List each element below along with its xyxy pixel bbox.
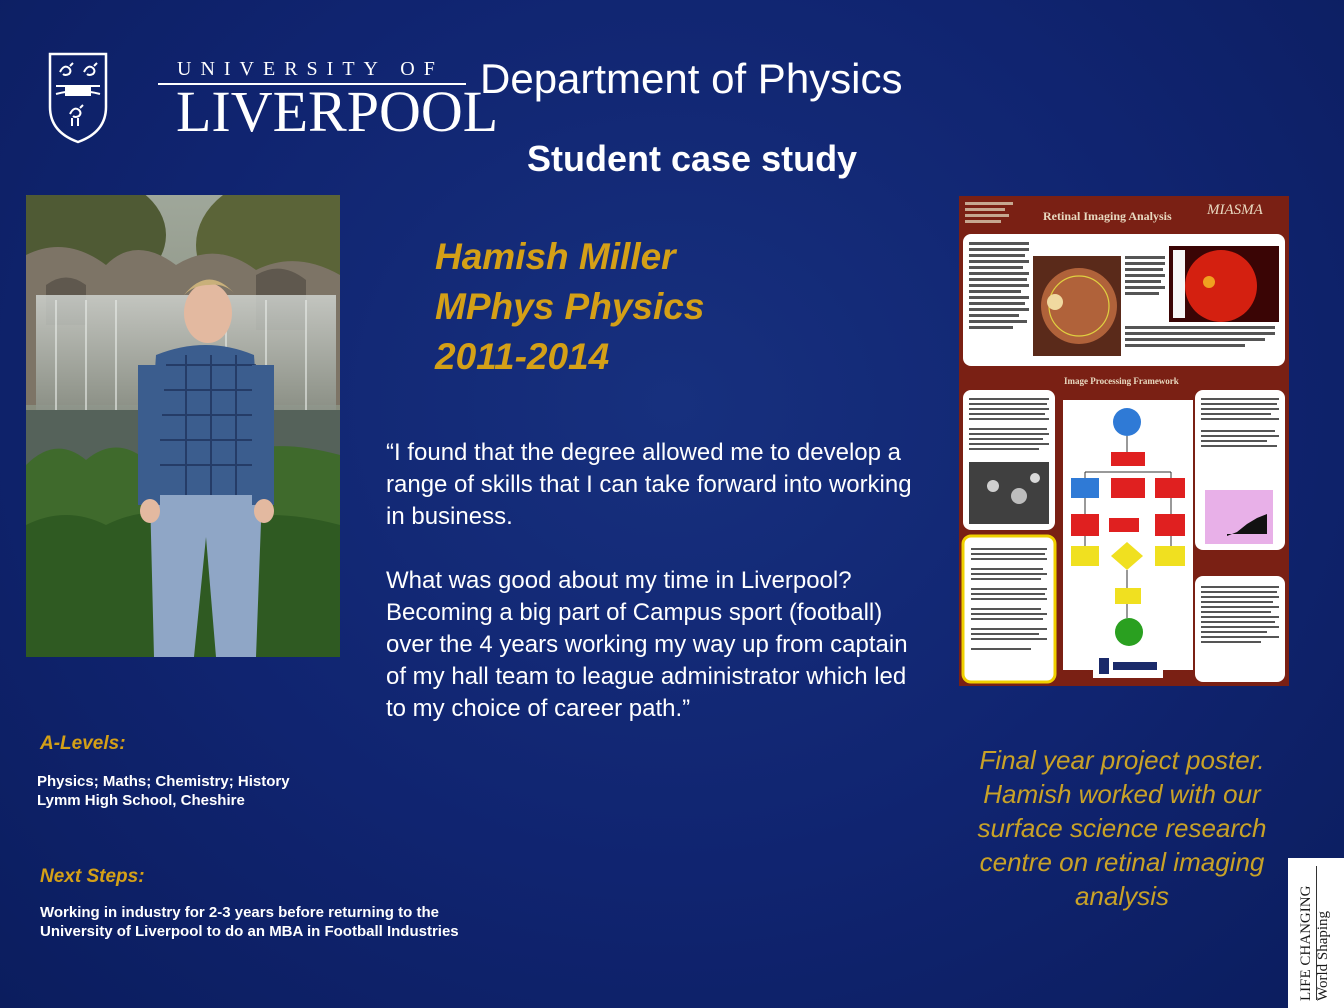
student-degree: MPhys Physics — [435, 286, 705, 327]
alevels-details — [37, 772, 290, 810]
tag-line-1: LIFE CHANGING — [1298, 885, 1314, 1001]
page-subtitle: Student case study — [527, 138, 858, 179]
page-title: Department of Physics — [480, 55, 903, 102]
alevels-heading: A-Levels: — [40, 733, 126, 754]
student-info — [435, 232, 704, 382]
student-quote — [386, 437, 926, 725]
poster-caption: Final year project poster. Hamish worked with our surface science research centre on retinal imaging analysis — [977, 745, 1267, 911]
university-logo — [44, 50, 499, 146]
crest-icon — [48, 52, 108, 144]
student-years: 2011-2014 — [435, 336, 610, 377]
project-poster — [959, 196, 1289, 686]
next-steps-line-2: University of Liverpool to do an MBA in Football Industries — [40, 923, 459, 940]
student-photo — [26, 195, 340, 657]
quote-paragraph-1: “I found that the degree allowed me to develop a range of skills that I can take forward into working in business. — [386, 439, 912, 530]
next-steps-line-1: Working in industry for 2-3 years before returning to the — [40, 904, 439, 921]
poster-brand: MIASMA — [1207, 202, 1263, 218]
poster-title: Retinal Imaging Analysis — [1043, 209, 1172, 223]
alevels-school: Lymm High School, Cheshire — [37, 792, 245, 809]
tag-text — [1298, 861, 1332, 1001]
student-name: Hamish Miller — [435, 236, 676, 277]
tag-line-2: World Shaping — [1315, 910, 1331, 1001]
logo-university-of: UNIVERSITY OF — [177, 58, 444, 80]
logo-liverpool: LIVERPOOL — [176, 79, 499, 144]
next-steps-details — [40, 903, 459, 941]
alevels-subjects: Physics; Maths; Chemistry; History — [37, 773, 290, 790]
life-changing-tag — [1288, 858, 1344, 1008]
quote-paragraph-2: What was good about my time in Liverpool? Becoming a big part of Campus sport (football) over the 4 years working my way up from captain of my hall team to league administrator which led to my choice of career path.” — [386, 567, 908, 722]
next-steps-heading: Next Steps: — [40, 866, 145, 887]
poster-section-title: Image Processing Framework — [1064, 376, 1179, 386]
